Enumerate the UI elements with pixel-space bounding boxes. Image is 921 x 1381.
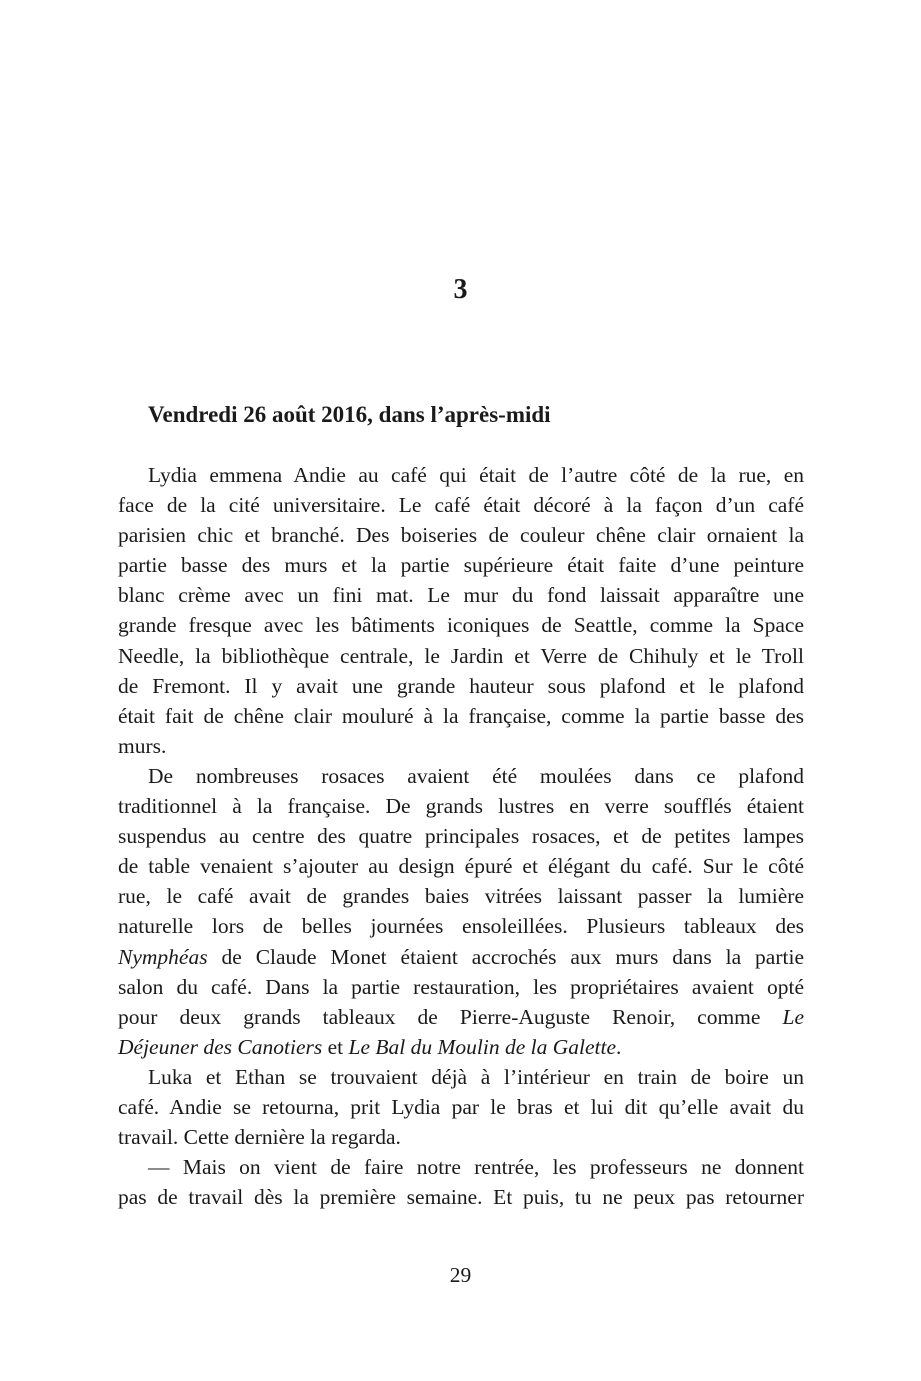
- text-segment: et: [322, 1034, 349, 1059]
- text-line: naturelle lors de belles journées ensoleillées. Plusieurs tableaux des: [118, 914, 804, 939]
- text-line: murs.: [118, 733, 167, 758]
- text-line: pas de travail dès la première semaine. Et puis, tu ne peux pas retourner: [118, 1185, 804, 1210]
- text-line: de Fremont. Il y avait une grande hauteur sous plafond et le plafond: [118, 673, 804, 698]
- artwork-title: Nymphéas: [118, 944, 208, 969]
- page-number: 29: [449, 1263, 472, 1287]
- text-line: De nombreuses rosaces avaient été moulées dans ce plafond: [148, 763, 804, 788]
- text-line: grande fresque avec les bâtiments iconiques de Seattle, comme la Space: [118, 613, 804, 638]
- chapter-number: 3: [453, 274, 468, 305]
- artwork-title: Déjeuner des Canotiers: [118, 1034, 323, 1059]
- text-line: — Mais on vient de faire notre rentrée, les professeurs ne donnent: [148, 1155, 804, 1180]
- text-line: Luka et Ethan se trouvaient déjà à l’intérieur en train de boire un: [148, 1064, 804, 1089]
- text-line: Needle, la bibliothèque centrale, le Jardin et Verre de Chihuly et le Troll: [118, 643, 804, 668]
- artwork-title: Le: [782, 1004, 804, 1029]
- text-line: Lydia emmena Andie au café qui était de l’autre côté de la rue, en: [148, 463, 804, 487]
- body-text: [118, 460, 804, 1212]
- text-segment: de Claude Monet étaient accrochés aux murs dans la partie: [207, 944, 804, 969]
- section-heading: Vendredi 26 août 2016, dans l’après-midi: [148, 402, 551, 427]
- text-segment: pour deux grands tableaux de Pierre-Auguste Renoir, comme: [118, 1004, 783, 1029]
- text-line: traditionnel à la française. De grands lustres en verre soufflés étaient: [118, 794, 804, 819]
- text-line: était fait de chêne clair mouluré à la française, comme la partie basse des: [118, 703, 804, 728]
- text-line: [118, 1032, 804, 1062]
- artwork-title: Le Bal du Moulin de la Galette: [348, 1034, 617, 1059]
- text-line: café. Andie se retourna, prit Lydia par le bras et lui dit qu’elle avait du: [118, 1094, 804, 1119]
- text-segment: .: [616, 1034, 622, 1059]
- text-line: partie basse des murs et la partie supérieure était faite d’une peinture: [118, 553, 804, 578]
- text-line: suspendus au centre des quatre principales rosaces, et de petites lampes: [118, 824, 804, 849]
- text-line: [118, 1002, 804, 1032]
- text-line: face de la cité universitaire. Le café était décoré à la façon d’un café: [118, 493, 804, 518]
- text-line: [118, 942, 804, 972]
- text-line: travail. Cette dernière la regarda.: [118, 1125, 401, 1150]
- text-line: blanc crème avec un fini mat. Le mur du fond laissait apparaître une: [118, 583, 804, 608]
- text-line: salon du café. Dans la partie restauration, les propriétaires avaient opté: [118, 974, 804, 999]
- text-line: parisien chic et branché. Des boiseries de couleur chêne clair ornaient la: [118, 523, 804, 548]
- text-line: rue, le café avait de grandes baies vitrées laissant passer la lumière: [118, 884, 804, 909]
- text-line: de table venaient s’ajouter au design épuré et élégant du café. Sur le côté: [118, 854, 804, 879]
